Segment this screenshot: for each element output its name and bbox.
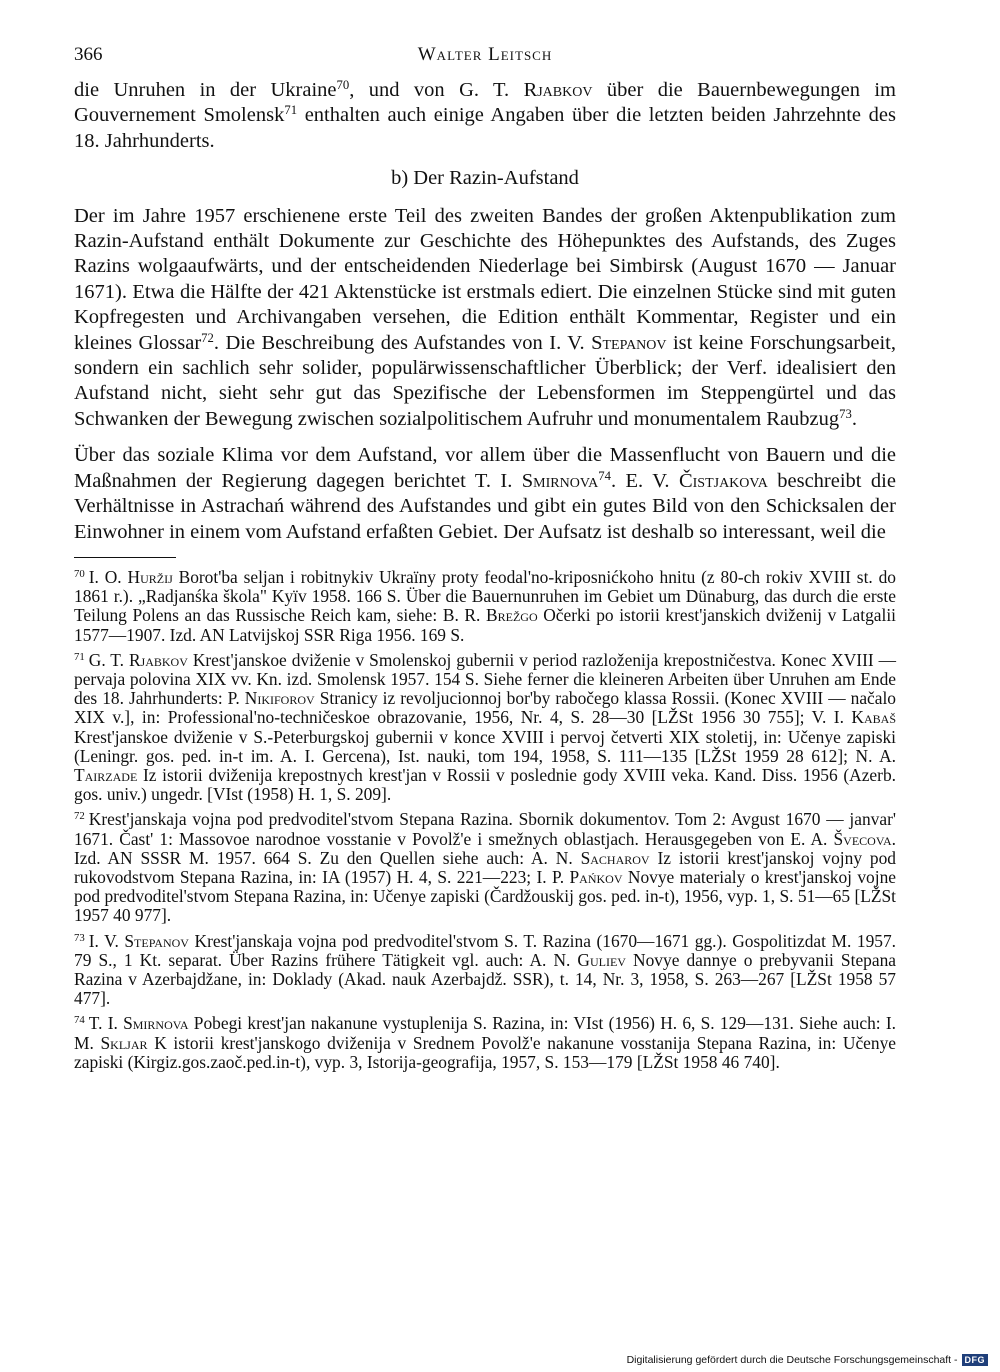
footnote-74: $^{74}$ T. I. Smirnova Pobegi krest'jan nakanune vystuplenija S. Razina, in: VIst (1956) H. 6, S. 129—131. Siehe auch: I. M. Skljar K istorii krest'janskogo dviženija v Srednem Povolž'e nakanune vosstanija Stepana Razina, in: Učenye zapiski (Kirgiz.gos.zaoč.ped.in-t), vyp. 3, Istorija-geografija, 1957, S. 153—179 [LŽSt 1958 46 740].: [74, 1013, 896, 1072]
dfg-logo[interactable]: DFG: [962, 1354, 989, 1366]
author-name: Čistjakova: [678, 469, 768, 492]
footnote-71: $^{71}$ G. T. Rjabkov Krest'janskoe dviženie v Smolenskoj gubernii v period razloženija krepostničestva. Konec XVIII — pervaja polovina XIX vv. Kn. izd. Smolensk 1957. 154 S. Siehe ferner die kleineren Arbeiten über Unruhen am Ende des 18. Jahrhunderts: P. Nikiforov Stranicy iz revoljucionnoj bor'by rabočego klassa Rossii. (Konec XVIII — načalo XIX v.], in: Professional'no-techničeskoe obrazovanie, 1956, Nr. 4, S. 28—30 [LŽSt 1956 30 755]; V. I. Kabaš Krest'janskoe dviženie v S.-Peterburgskoj gubernii v konce XVIII i pervoj četverti XIX stoletij, in: Učenye zapiski (Leningr. gos. ped. in-t im. A. I. Gercena), Ist. nauki, tom 194, 1958, S. 111—135 [LŽSt 1959 28 612]; N. A. Tairzade Iz istorii dviženija krepostnych krest'jan v Rossii v poslednie gody XVIII veka. Kand. Diss. 1956 (Azerb. gos. univ.) ungedr. [VIst (1958) H. 1, S. 209].: [74, 649, 897, 805]
footnote-ref-73[interactable]: 73: [839, 406, 852, 421]
section-heading: b) Der Razin-Aufstand: [391, 167, 579, 190]
footnote-ref-70[interactable]: 70: [336, 78, 350, 93]
paragraph-1: die Unruhen in der Ukraine$^{70}$, und von G. T. Rjabkov über die Bauernbewegungen im Gouvernement Smolensk$^{71}$ enthalten auch einige Angaben über die letzten beiden Jahrzehnte des 18. Jahrhunderts.: [74, 78, 896, 152]
author-name: Stepanov: [591, 331, 667, 354]
running-head: Walter Leitsch: [417, 44, 553, 65]
author-name: Rjabkov: [523, 79, 593, 101]
paragraph-2: Der im Jahre 1957 erschienene erste Teil des zweiten Bandes der großen Aktenpublikation zum Razin-Aufstand enthält Dokumente zur Geschichte des Höhepunktes des Aufstands, des Zuges Razins wolgaaufwärts, und der entscheidenden Niederlage bei Simbirsk (August 1670 — Januar 1671). Etwa die Hälfte der 421 Aktenstücke ist erstmals ediert. Die einzelnen Stücke sind mit guten Kopfregesten und Archivangaben versehen, die Edition enthält Kommentar, Register und ein kleines Glossar$^{72}$. Die Beschreibung des Aufstandes von I. V. Stepanov ist keine Forschungsarbeit, sondern ein sachlich sehr solider, populärwissenschaftlicher Überblick; der Verf. idealisiert den Aufstand nicht, sieht sehr gut das Spezifische der Lebensformen im Steppengürtel und das Schwanken der Bewegung zwischen sozialpolitischem Aufruhr und monumentalem Raubzug$^{73}$.: [74, 204, 896, 430]
main-text: [74, 78, 896, 545]
footnote-70: $^{70}$ I. O. Huržij Borot'ba seljan i robitnykiv Ukraïny proty feodal'no-kriposnićkoho hnitu (z 80-ch rokiv XVIII st. do 1861 r.). „Radjanśka škola" Kyïv 1958. 166 S. Über die Bauernunruhen im Gebiet um Dünaburg, das durch die erste Teilung Polens an das Russische Reich kam, siehe: B. R. Brežgo Očerki po istorii krest'janskich dviženij v Latgalii 1577—1907. Izd. AN Latvijskoj SSR Riga 1956. 169 S.: [74, 566, 896, 645]
page-header: [74, 38, 896, 78]
digitization-footer: [627, 1354, 988, 1366]
footer-text: Digitalisierung gefördert durch die Deutsche Forschungsgemeinschaft -: [626, 1354, 958, 1366]
footnote-ref-72[interactable]: 72: [201, 330, 214, 345]
page: [74, 38, 896, 1078]
author-name: Smirnova: [521, 469, 599, 492]
footnote-73: $^{73}$ I. V. Stepanov Krest'janskaja vojna pod predvoditel'stvom S. T. Razina (1670—1671 gg.). Gospolitizdat M. 1957. 79 S., 1 Kt. separat. Über Razins frühere Tätigkeit vgl. auch: A. N. Guliev Novye dannye o prebyvanii Stepana Razina v Azerbajdžane, in: Doklady (Akad. nauk Azerbajdž. SSR), t. 14, Nr. 3, 1958, S. 263—267 [LŽSt 1958 57 477].: [74, 930, 896, 1009]
footnote-ref-74[interactable]: 74: [598, 468, 611, 483]
footnote-ref-71[interactable]: 71: [284, 103, 298, 118]
footnote-72: $^{72}$ Krest'janskaja vojna pod predvoditel'stvom Stepana Razina. Sbornik dokumentov. Tom 2: Avgust 1670 — janvar' 1671. Čast' 1: Massovoe narodnoe vosstanie v Povolž'e i smežnych oblastjach. Herausgegeben von E. A. Švecova. Izd. AN SSSR M. 1957. 664 S. Zu den Quellen siehe auch: A. N. Sacharov Iz istorii krest'janskoj vojny pod rukovodstvom Stepana Razina, in: IA (1957) H. 4, S. 221—223; I. P. Pańkov Novye materialy o krest'janskoj vojne pod predvoditel'stvom Stepana Razina, in: Učenye zapiski (Čardžouskij gos. ped. in-t), 1956, vyp. 1, S. 51—65 [LŽSt 1957 40 977].: [74, 809, 896, 926]
paragraph-3: Über das soziale Klima vor dem Aufstand, vor allem über die Massenflucht von Bauern und die Maßnahmen der Regierung dagegen berichtet T. I. Smirnova$^{74}$. E. V. Čistjakova beschreibt die Verhältnisse in Astrachań während des Aufstandes und gibt ein gutes Bild von den Schicksalen der Einwohner in einem vom Aufstand erfaßten Gebiet. Der Aufsatz ist deshalb so interessant, weil die: [74, 444, 896, 543]
page-number: 366: [74, 44, 103, 65]
footnote-divider: [74, 557, 176, 558]
footnotes: [74, 568, 896, 1072]
